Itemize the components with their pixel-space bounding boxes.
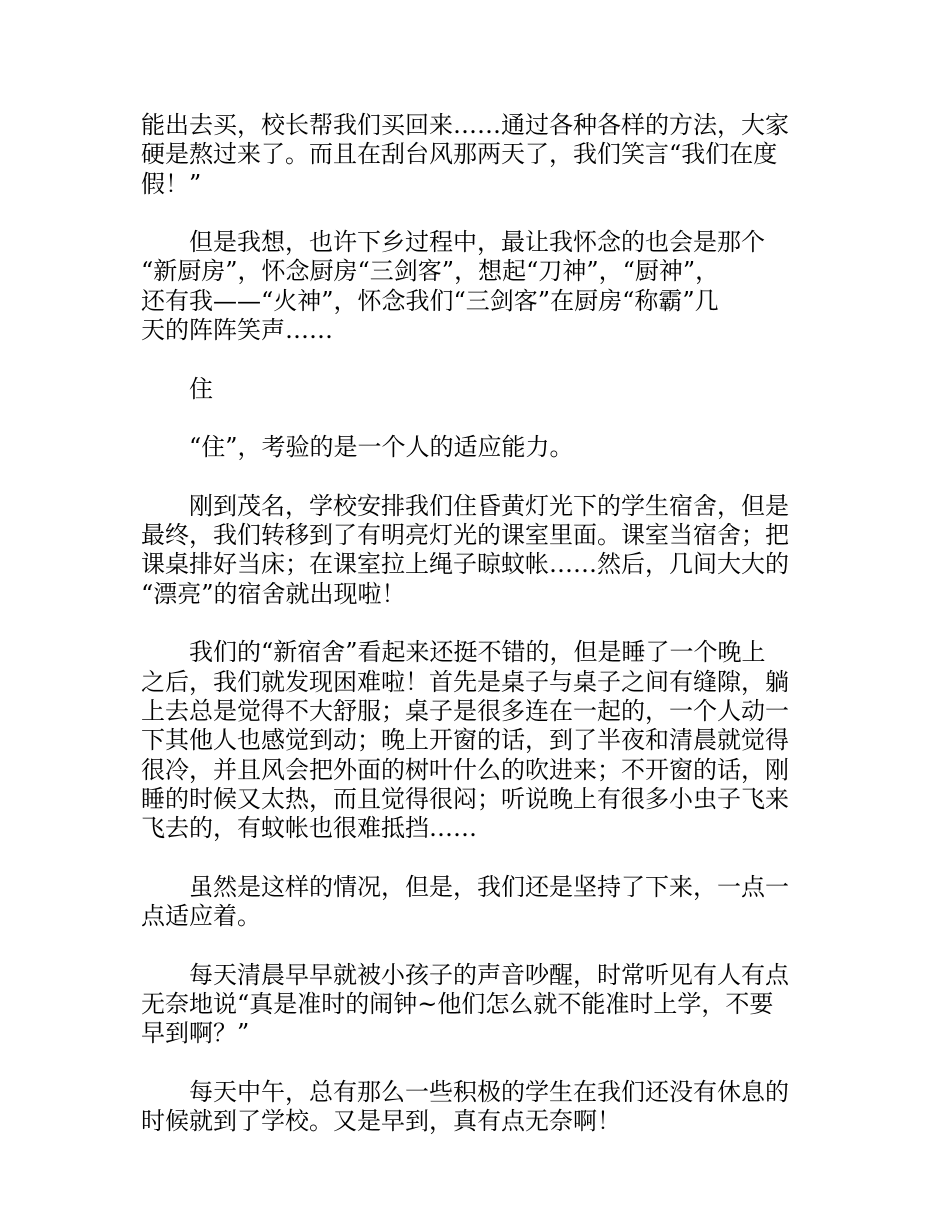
paragraph-5: 我们的“新宿舍”看起来还挺不错的，但是睡了一个晚上 之后，我们就发现困难啦！首先是桌子与桌子之间有缝隙，躺 上去总是觉得不大舒服；桌子是很多连在一起的，一个人动一 下其他人也感觉到动；晚上开窗的话，到了半夜和清晨就觉得 很冷，并且风会把外面的树叶什么的吹进来；不开窗的话，刚 睡的时候又太热，而且觉得很闷；听说晚上有很多小虫子飞来 飞去的，有蚊帐也很难抵挡…… [141, 638, 789, 843]
document-page [141, 111, 813, 1166]
paragraph-2: 但是我想，也许下乡过程中，最让我怀念的也会是那个 “新厨房”，怀念厨房“三剑客”，想起“刀神”，“厨神”， 还有我——“火神”，怀念我们“三剑客”在厨房“称霸”几 天的阵阵笑声…… [141, 228, 765, 345]
paragraph-3: “住”，考验的是一个人的适应能力。 [189, 433, 574, 462]
paragraph-6: 虽然是这样的情况，但是，我们还是坚持了下来，一点一 点适应着。 [141, 872, 789, 931]
paragraph-4: 刚到茂名，学校安排我们住昏黄灯光下的学生宿舍，但是 最终，我们转移到了有明亮灯光的课室里面。课室当宿舍；把 课桌排好当床；在课室拉上绳子晾蚊帐……然后，几间大大的 “漂亮”的宿舍就出现啦！ [141, 491, 789, 608]
paragraph-7: 每天清晨早早就被小孩子的声音吵醒，时常听见有人有点 无奈地说“真是准时的闹钟~他们怎么就不能准时上学，不要 早到啊？” [141, 960, 789, 1048]
section-heading-zhu: 住 [189, 374, 213, 403]
paragraph-1: 能出去买，校长帮我们买回来……通过各种各样的方法，大家 硬是熬过来了。而且在刮台风那两天了，我们笑言“我们在度 假！” [141, 111, 789, 198]
paragraph-8: 每天中午，总有那么一些积极的学生在我们还没有休息的 时候就到了学校。又是早到，真有点无奈啊！ [141, 1077, 789, 1136]
